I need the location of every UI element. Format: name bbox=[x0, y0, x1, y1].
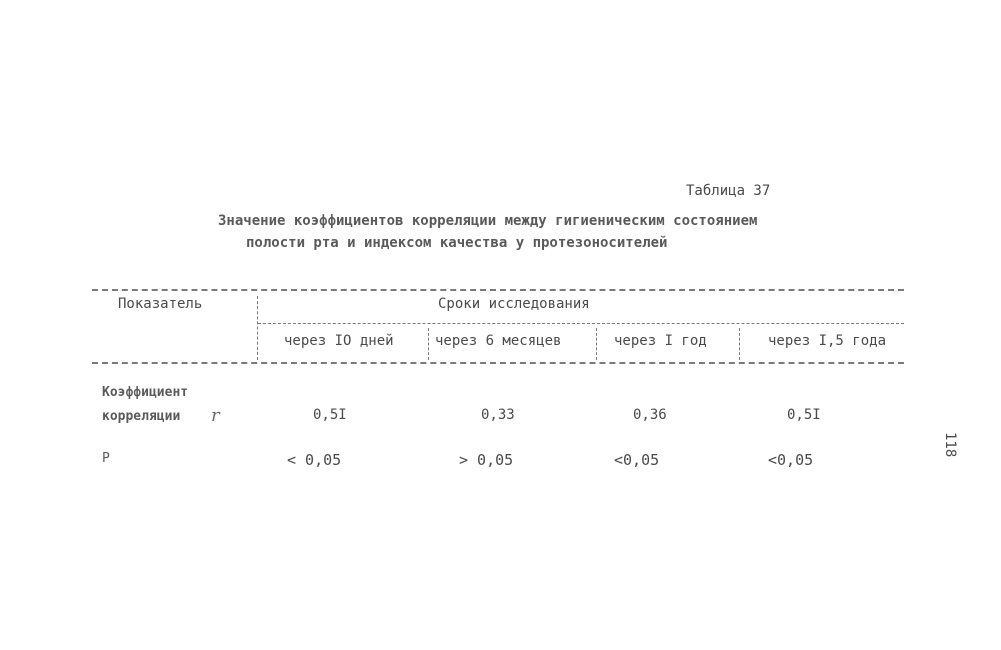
handwritten-symbol: r bbox=[211, 405, 220, 426]
row-label: корреляции bbox=[102, 409, 181, 424]
table-caption-line-1: Значение коэффициентов корреляции между гигиеническим состоянием bbox=[218, 213, 758, 229]
table-cell: 0,5I bbox=[313, 407, 347, 423]
table-cell: 0,5I bbox=[787, 407, 821, 423]
page-number: 118 bbox=[942, 432, 958, 458]
header-period-3: через I год bbox=[614, 333, 707, 349]
column-divider bbox=[257, 296, 258, 360]
table-cell: < 0,05 bbox=[287, 451, 342, 469]
header-mid-rule bbox=[258, 323, 904, 324]
row-label: P bbox=[102, 451, 110, 466]
header-period-2: через 6 месяцев bbox=[435, 333, 562, 349]
header-bottom-rule bbox=[92, 362, 904, 364]
table-cell: <0,05 bbox=[614, 451, 660, 469]
table-cell: <0,05 bbox=[768, 451, 814, 469]
header-periods-title: Сроки исследования bbox=[438, 296, 590, 312]
column-divider bbox=[428, 328, 429, 360]
table-number: Таблица 37 bbox=[686, 183, 771, 199]
header-indicator: Показатель bbox=[118, 296, 203, 312]
header-period-4: через I,5 года bbox=[768, 333, 887, 349]
table-caption-line-2: полости рта и индексом качества у протезоносителей bbox=[246, 235, 668, 251]
table-cell: > 0,05 bbox=[459, 451, 514, 469]
table-cell: 0,36 bbox=[633, 407, 667, 423]
row-label: Коэффициент bbox=[102, 385, 189, 400]
column-divider bbox=[596, 328, 597, 360]
header-period-1: через IO дней bbox=[284, 333, 394, 349]
table-cell: 0,33 bbox=[481, 407, 515, 423]
column-divider bbox=[739, 328, 740, 360]
table-top-rule bbox=[92, 289, 904, 291]
